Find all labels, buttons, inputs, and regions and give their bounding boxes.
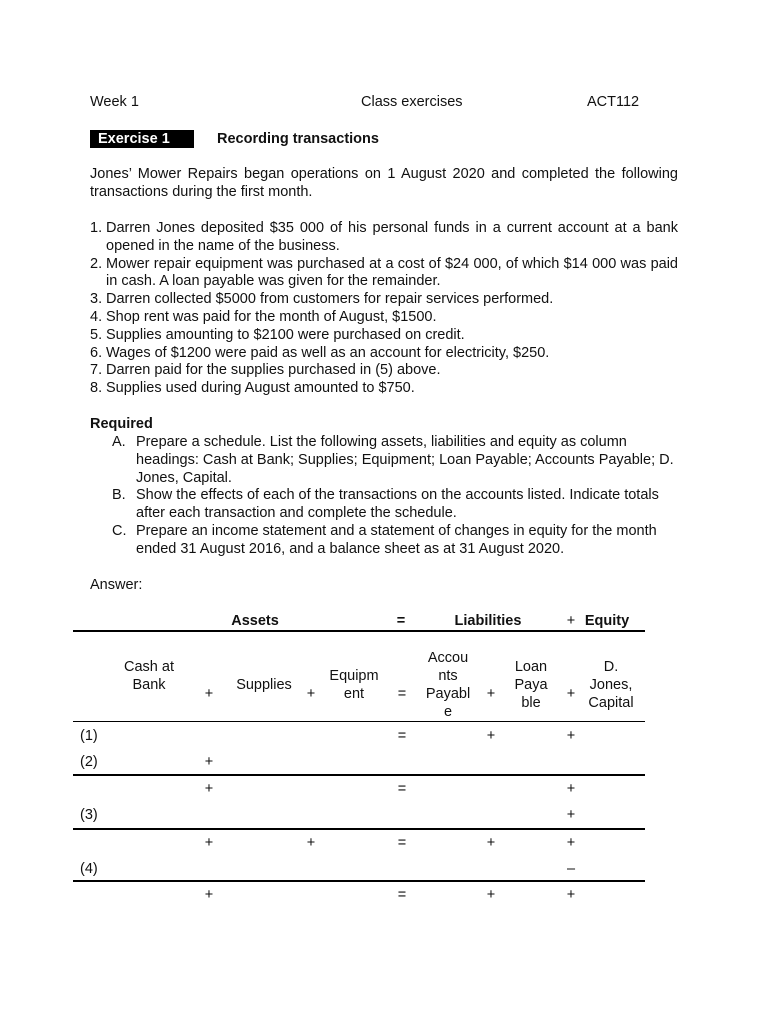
item-number: 3. (90, 291, 103, 308)
header-op: + (566, 686, 576, 702)
required-list (112, 434, 678, 559)
item-number: 2. (90, 255, 103, 272)
item-text: Darren paid for the supplies purchased in (5) above. (106, 362, 441, 379)
column-equipment: Equipm ent (329, 668, 379, 702)
item-number: 1. (90, 220, 103, 236)
header-op: = (397, 686, 407, 702)
item-letter: A. (112, 434, 126, 450)
row-op: + (566, 728, 576, 744)
row-op: + (486, 835, 496, 851)
row-label: (4) (80, 861, 98, 877)
item-letter: B. (112, 487, 126, 504)
group-equals: = (396, 613, 406, 629)
row-op: + (306, 835, 316, 851)
item-text: Show the effects of each of the transactions on the accounts listed. Indicate totals after each transaction and complete the schedule. (136, 487, 659, 522)
row-op: + (566, 807, 576, 823)
row-op: + (204, 754, 214, 770)
item-text: Mower repair equipment was purchased at a cost of $24 000, of which $14 000 was paid in cash. A loan payable was given for the remainder. (106, 255, 678, 290)
header-op: + (486, 686, 496, 702)
list-item (90, 327, 678, 345)
row-op: + (486, 887, 496, 903)
list-item (90, 256, 678, 292)
row-op: + (566, 887, 576, 903)
row-op: + (486, 728, 496, 744)
group-assets: Assets (231, 613, 279, 629)
group-plus: + (566, 613, 576, 629)
table-rule (73, 880, 645, 882)
item-number: 4. (90, 308, 103, 325)
row-label: (1) (80, 728, 98, 744)
item-text: Darren Jones deposited $35 000 of his personal funds in a current account at a bank opened in the name of the business. (106, 220, 678, 254)
row-op: = (397, 728, 407, 744)
row-op: + (204, 781, 214, 797)
item-text: Wages of $1200 were paid as well as an account for electricity, $250. (106, 344, 550, 361)
list-item (90, 380, 678, 398)
exercise-badge: Exercise 1 (90, 130, 194, 148)
row-label: (3) (80, 807, 98, 823)
group-liabilities: Liabilities (454, 613, 522, 629)
item-text: Shop rent was paid for the month of August, $1500. (106, 308, 437, 325)
row-op: – (566, 861, 576, 877)
row-op: = (397, 781, 407, 797)
transactions-list (90, 220, 678, 398)
group-equity: Equity (584, 613, 630, 629)
table-rule (73, 721, 645, 722)
item-number: 6. (90, 344, 103, 361)
list-item (90, 220, 678, 256)
list-item (90, 291, 678, 309)
row-op: + (566, 781, 576, 797)
row-op: + (204, 835, 214, 851)
header-week: Week 1 (90, 94, 139, 110)
header-op: + (306, 686, 316, 702)
item-number: 7. (90, 362, 103, 379)
item-number: 8. (90, 380, 103, 397)
list-item (90, 362, 678, 380)
list-item (90, 345, 678, 363)
list-item (112, 487, 678, 523)
column-cash-at-bank: Cash at Bank (124, 659, 174, 693)
row-op: + (566, 835, 576, 851)
table-rule (73, 774, 645, 776)
row-op: = (397, 835, 407, 851)
column-supplies: Supplies (236, 677, 292, 693)
item-text: Prepare an income statement and a statement of changes in equity for the month ended 31 August 2016, and a balance sheet as at 31 August 2020. (136, 522, 657, 557)
exercise-title: Recording transactions (217, 131, 379, 147)
table-rule (73, 630, 645, 632)
header-center: Class exercises (361, 94, 463, 110)
item-letter: C. (112, 522, 127, 539)
row-label: (2) (80, 754, 98, 770)
column-accounts-payable: Accou nts Payabl e (425, 650, 471, 720)
item-text: Prepare a schedule. List the following assets, liabilities and equity as column headings: Cash at Bank; Supplies; Equipment; Loan Payable; Accounts Payable; D. Jones, Capital. (136, 434, 674, 486)
intro-paragraph: Jones’ Mower Repairs began operations on 1 August 2020 and completed the following transactions during the first month. (90, 166, 678, 200)
list-item (90, 309, 678, 327)
item-text: Supplies used during August amounted to $750. (106, 380, 415, 397)
required-heading: Required (90, 416, 153, 432)
column-loan-payable: Loan Paya ble (514, 659, 548, 711)
answer-label: Answer: (90, 577, 143, 593)
column-capital: D. Jones, Capital (588, 659, 634, 711)
list-item (112, 434, 678, 487)
row-op: + (204, 887, 214, 903)
list-item (112, 523, 678, 559)
item-number: 5. (90, 326, 103, 343)
header-course: ACT112 (587, 94, 640, 110)
table-rule (73, 828, 645, 830)
row-op: = (397, 887, 407, 903)
header-op: + (204, 686, 214, 702)
item-text: Darren collected $5000 from customers for repair services performed. (106, 291, 554, 308)
item-text: Supplies amounting to $2100 were purchased on credit. (106, 326, 465, 343)
